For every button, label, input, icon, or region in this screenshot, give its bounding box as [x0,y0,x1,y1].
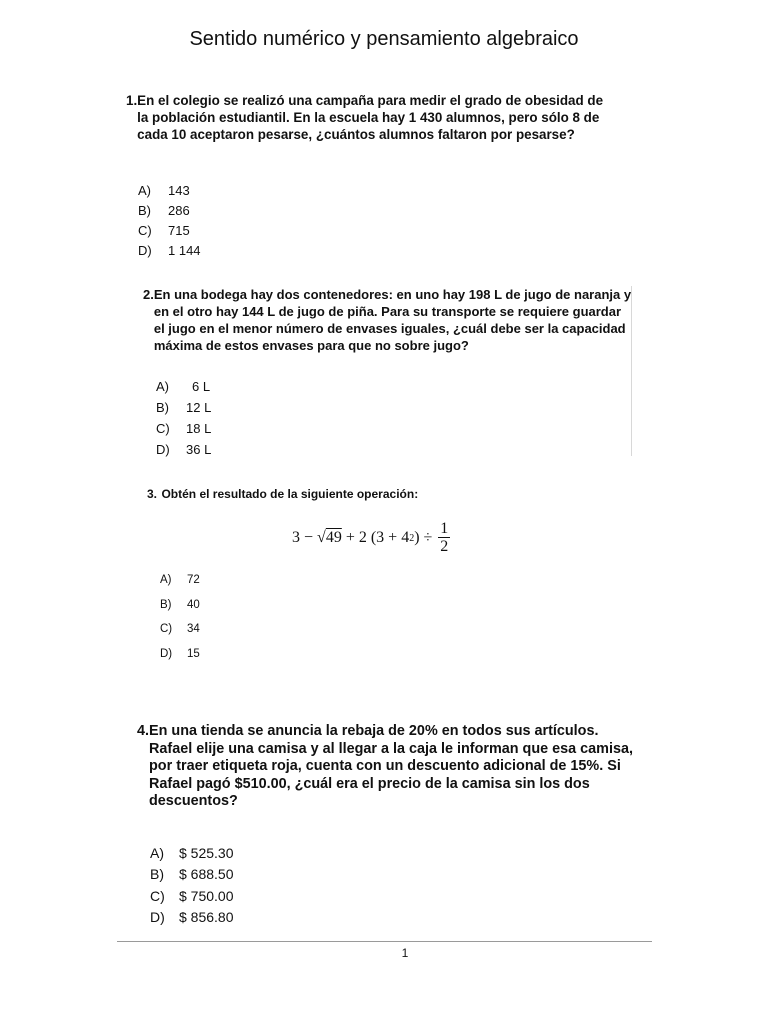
question-stem [143,286,633,354]
option-value: $ 750.00 [179,887,234,904]
option-letter: B) [160,598,172,611]
option-letter: A) [156,379,169,394]
option-value: 6 L [192,379,211,394]
option-value: 18 L [186,421,212,436]
option-value: 12 L [186,400,212,415]
formula-exponent: 2 [409,532,415,544]
question-number: 1. [126,93,138,108]
answer-options [160,568,627,666]
option-value: 715 [168,223,190,238]
option-value: $ 525.30 [179,844,234,861]
question-4 [137,723,637,929]
answer-option-b[interactable] [160,593,627,618]
option-letter: C) [150,887,165,904]
answer-option-c[interactable] [160,617,627,642]
question-text: En una bodega hay dos contenedores: en uno hay 198 L de jugo de naranja y en el otro hay 144 L de jugo de piña. Para su transporte se requiere guardar el jugo en el menor número de envases iguales, ¿cuál debe ser la capacidad máxima de estos envases para que no sobre jugo? [153,287,632,353]
question-number: 2. [143,287,154,302]
question-text: Obtén el resultado de la siguiente operación: [161,487,419,501]
option-value: 1 144 [168,243,201,258]
formula-radicand: 49 [325,529,342,546]
option-letter: D) [156,442,170,457]
option-value: $ 688.50 [179,866,234,882]
question-1 [126,92,616,261]
option-letter: B) [138,203,151,218]
answer-option-a[interactable] [160,568,627,593]
option-letter: C) [156,421,170,436]
answer-options [138,181,616,261]
fraction-denominator: 2 [440,538,449,555]
question-stem [126,92,616,143]
formula-suffix: ) ÷ [414,529,433,546]
question-text: En el colegio se realizó una campaña para medir el grado de obesidad de la población estudiantil. En la escuela hay 1 430 alumnos, pero sólo 8 de cada 10 aceptaron pesarse, ¿cuántos alumnos faltaron por pesarse? [137,93,604,142]
option-value: 143 [168,183,190,198]
answer-options [156,376,633,460]
answer-option-b[interactable] [156,397,633,418]
option-value: $ 856.80 [179,909,234,925]
answer-option-d[interactable] [160,642,627,667]
option-value: 72 [187,574,200,586]
option-letter: C) [138,223,152,238]
option-letter: A) [138,183,151,198]
page-number: 1 [401,946,409,960]
option-letter: B) [150,866,164,882]
option-letter: A) [150,844,164,861]
page-title: Sentido numérico y pensamiento algebraico [189,28,579,50]
answer-option-d[interactable] [150,907,637,929]
question-text: En una tienda se anuncia la rebaja de 20% en todos sus artículos. Rafael elije una camisa y al llegar a la caja le informan que esa camisa, por traer etiqueta roja, cuenta con un descuento adicional de 15%. Si Rafael pagó $510.00, ¿cuál era el precio de la camisa sin los dos descuentos? [149,723,633,809]
option-value: 286 [168,203,190,218]
answer-option-b[interactable] [150,864,637,886]
question-number: 4. [137,723,150,739]
formula-middle: + 2 (3 + 4 [341,529,410,546]
fraction-numerator: 1 [440,520,449,537]
answer-option-a[interactable] [150,843,637,865]
option-letter: D) [160,647,173,660]
footer-divider [117,941,652,942]
answer-option-c[interactable] [156,418,633,439]
answer-option-c[interactable] [138,221,616,241]
question-stem [137,723,637,811]
option-letter: B) [156,400,169,415]
question-3 [147,486,627,666]
answer-option-d[interactable] [156,439,633,460]
question-number: 3. [147,487,158,501]
answer-option-b[interactable] [138,201,616,221]
math-expression [292,520,450,556]
answer-option-c[interactable] [150,886,637,908]
option-letter: D) [138,243,152,258]
question-2 [143,286,633,460]
option-value: 15 [187,647,200,660]
option-letter: A) [160,574,172,586]
option-value: 34 [187,623,200,635]
fraction [438,520,450,556]
formula-prefix: 3 − √ [292,529,326,546]
answer-option-a[interactable] [156,376,633,397]
option-letter: C) [160,623,173,635]
answer-option-d[interactable] [138,241,616,261]
answer-option-a[interactable] [138,181,616,201]
option-value: 40 [187,598,200,611]
question-stem [147,486,627,504]
answer-options [150,843,637,929]
option-value: 36 L [186,442,212,457]
option-letter: D) [150,909,165,925]
